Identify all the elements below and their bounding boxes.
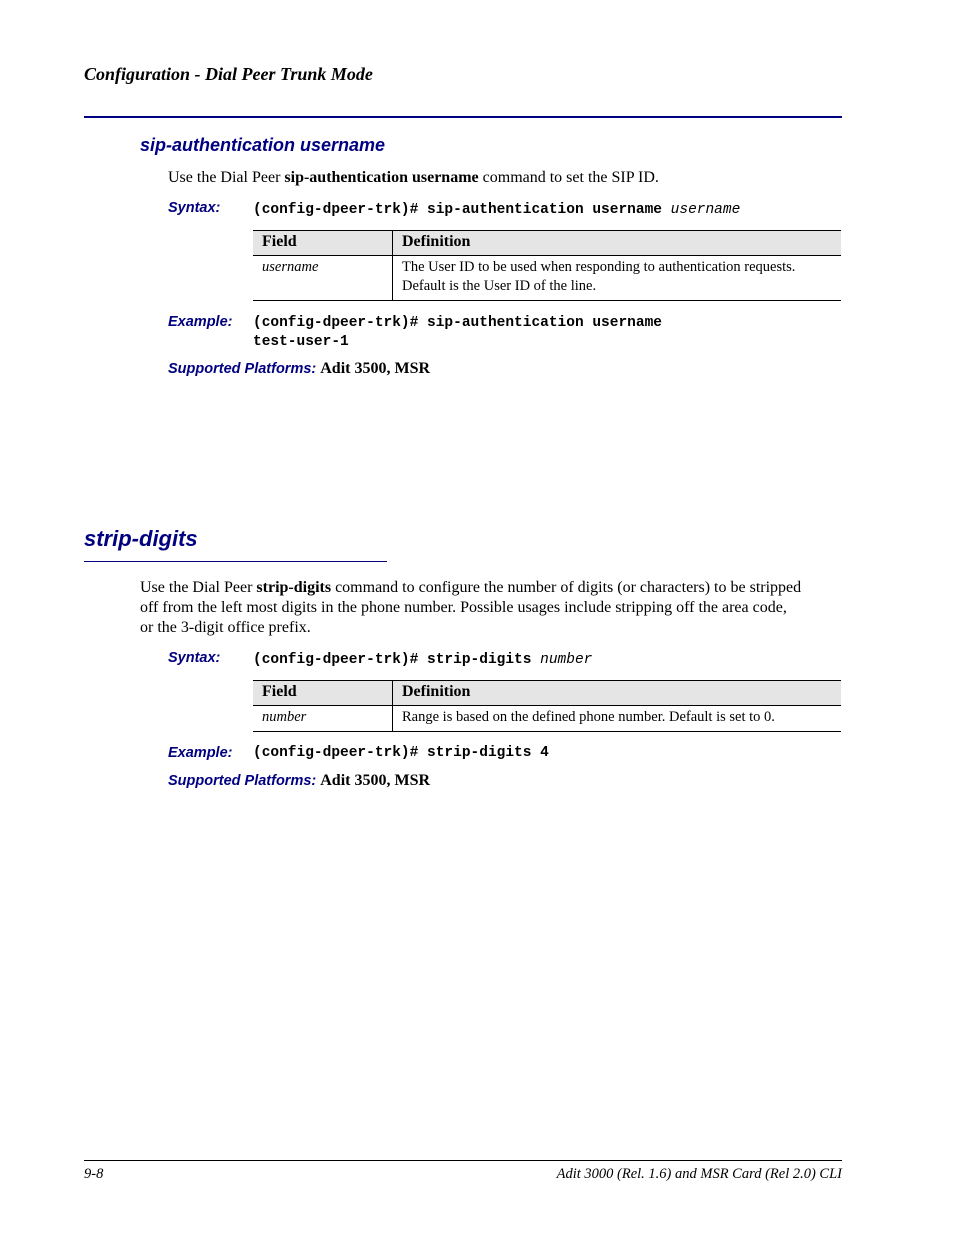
sip-auth-syntax-label: Syntax: [168, 200, 221, 216]
definition-cell [393, 256, 842, 301]
strip-digits-syntax-argument: number [540, 652, 593, 668]
example-line: (config-dpeer-trk)# sip-authentication username [253, 315, 662, 331]
field-cell: username [253, 256, 393, 301]
footer-divider [84, 1160, 842, 1161]
table-header-row [253, 681, 841, 706]
platforms-label: Supported Platforms: [168, 361, 317, 377]
sip-auth-example [253, 314, 662, 352]
intro-line: off from the left most digits in the phone number. Possible usages include stripping off the area code, [140, 599, 787, 616]
platforms-value: Adit 3500, MSR [320, 360, 431, 377]
table-header-row [253, 231, 841, 256]
header-divider [84, 116, 842, 118]
strip-digits-syntax-command: (config-dpeer-trk)# strip-digits [253, 652, 541, 668]
sip-auth-intro [168, 168, 659, 188]
page-header-title: Configuration - Dial Peer Trunk Mode [84, 64, 373, 84]
section-divider [84, 561, 387, 562]
sip-auth-syntax-argument: username [670, 202, 741, 218]
footer-doc-title: Adit 3000 (Rel. 1.6) and MSR Card (Rel 2.0) CLI [556, 1166, 842, 1182]
column-header-definition: Definition [393, 231, 842, 256]
example-line: test-user-1 [253, 334, 349, 350]
section-heading-sip-auth: sip-authentication username [140, 135, 386, 155]
column-header-field: Field [253, 681, 393, 706]
strip-digits-syntax-label: Syntax: [168, 650, 221, 666]
intro-line: or the 3-digit office prefix. [140, 619, 311, 636]
strip-digits-intro-command: strip-digits [256, 579, 332, 596]
strip-digits-syntax [253, 650, 592, 668]
sip-auth-field-table [253, 230, 841, 301]
column-header-definition: Definition [393, 681, 842, 706]
platforms-value: Adit 3500, MSR [320, 772, 431, 789]
strip-digits-platforms [168, 772, 430, 790]
strip-digits-field-table [253, 680, 841, 732]
strip-digits-example: (config-dpeer-trk)# strip-digits 4 [253, 745, 549, 761]
strip-digits-example-label: Example: [168, 745, 233, 761]
definition-line: The User ID to be used when responding to authentication requests. [402, 259, 796, 275]
column-header-field: Field [253, 231, 393, 256]
table-row [253, 706, 841, 732]
platforms-label: Supported Platforms: [168, 773, 317, 789]
strip-digits-intro-post: command to configure the number of digits (or characters) to be stripped [331, 579, 802, 596]
field-cell: number [253, 706, 393, 732]
intro-line [140, 578, 850, 598]
sip-auth-intro-post: command to set the SIP ID. [478, 169, 659, 186]
sip-auth-intro-command: sip-authentication username [284, 169, 479, 186]
section-heading-strip-digits: strip-digits [84, 526, 198, 551]
sip-auth-syntax-command: (config-dpeer-trk)# sip-authentication username [253, 202, 671, 218]
sip-auth-syntax [253, 200, 740, 218]
sip-auth-example-label: Example: [168, 314, 233, 330]
sip-auth-intro-pre: Use the Dial Peer [168, 169, 285, 186]
definition-line: Default is the User ID of the line. [402, 278, 597, 294]
table-row [253, 256, 841, 301]
sip-auth-platforms [168, 360, 430, 378]
strip-digits-intro [140, 578, 850, 638]
definition-cell: Range is based on the defined phone number. Default is set to 0. [393, 706, 842, 732]
page-number: 9-8 [84, 1166, 104, 1182]
strip-digits-intro-pre: Use the Dial Peer [140, 579, 257, 596]
